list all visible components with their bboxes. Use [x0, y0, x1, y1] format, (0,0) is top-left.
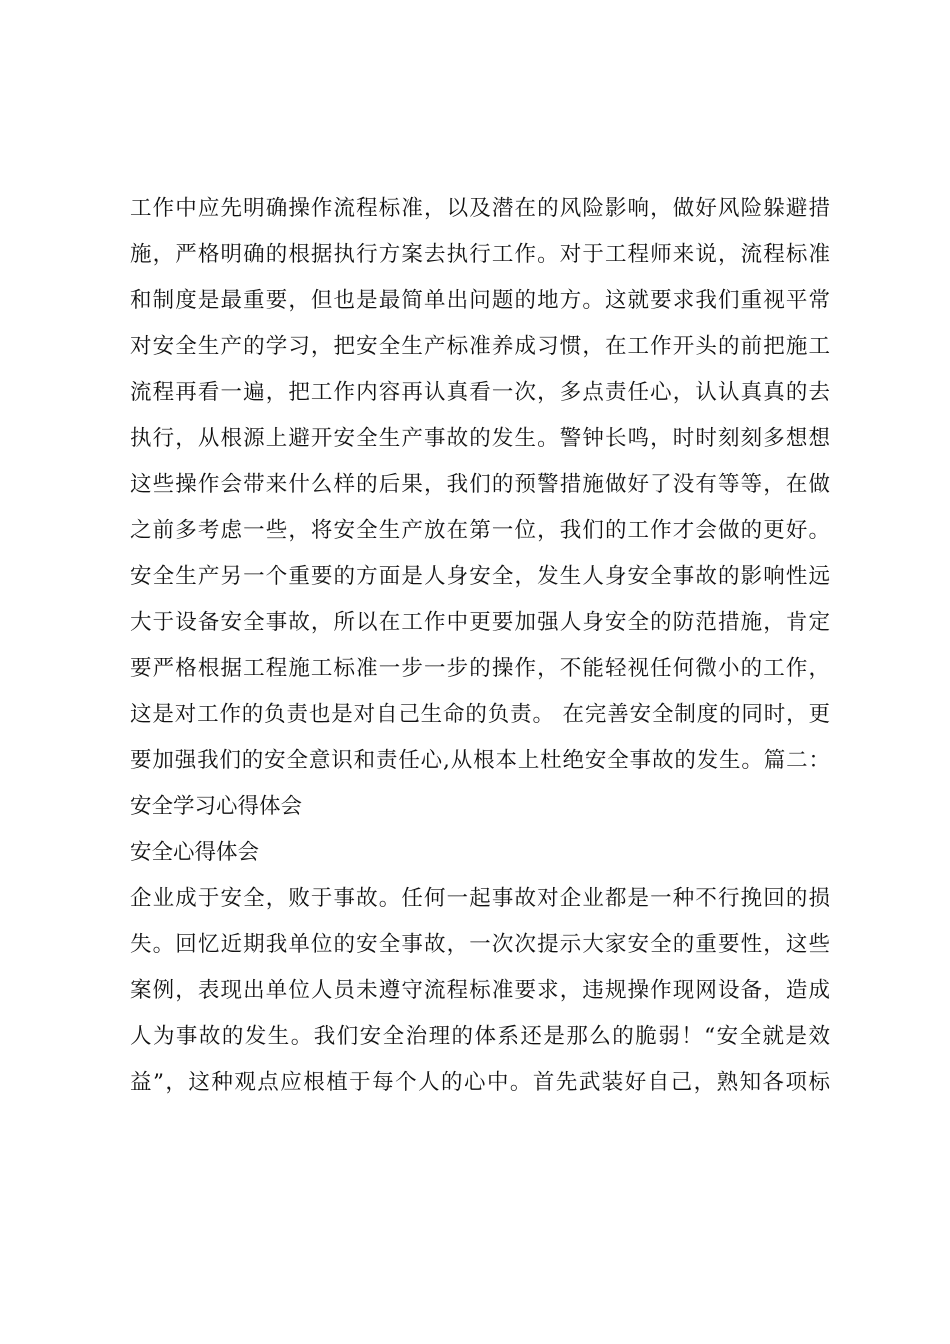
- text-line: 这是对工作的负责也是对自己生命的负责。 在完善安全制度的同时，更: [130, 702, 830, 727]
- text-line: 和制度是最重要，但也是最简单出问题的地方。这就要求我们重视平常: [130, 288, 830, 313]
- text-line: 要严格根据工程施工标准一步一步的操作，不能轻视任何微小的工作，: [130, 656, 830, 681]
- text-line: 这些操作会带来什么样的后果，我们的预警措施做好了没有等等，在做: [130, 472, 830, 497]
- section-subtitle: 安全心得体会: [130, 840, 260, 865]
- text-line: 失。回忆近期我单位的安全事故，一次次提示大家安全的重要性，这些: [130, 932, 830, 957]
- text-line: 流程再看一遍，把工作内容再认真看一次，多点责任心，认认真真的去: [130, 380, 830, 405]
- text-line: 执行，从根源上避开安全生产事故的发生。警钟长鸣，时时刻刻多想想: [130, 426, 830, 451]
- text-line: 企业成于安全，败于事故。任何一起事故对企业都是一种不行挽回的损: [130, 886, 830, 911]
- text-line: 对安全生产的学习，把安全生产标准养成习惯，在工作开头的前把施工: [130, 334, 830, 359]
- text-line: 大于设备安全事故，所以在工作中更要加强人身安全的防范措施，肯定: [130, 610, 830, 635]
- text-line: 益”，这种观点应根植于每个人的心中。首先武装好自己，熟知各项标: [130, 1070, 830, 1095]
- document-body: [130, 186, 830, 1106]
- text-line: 之前多考虑一些，将安全生产放在第一位，我们的工作才会做的更好。: [130, 518, 830, 543]
- text-line: 案例，表现出单位人员未遵守流程标准要求，违规操作现网设备，造成: [130, 978, 830, 1003]
- section-title: 安全学习心得体会: [130, 794, 303, 819]
- text-line: 人为事故的发生。我们安全治理的体系还是那么的脆弱！“安全就是效: [130, 1024, 830, 1049]
- text-line: 安全生产另一个重要的方面是人身安全，发生人身安全事故的影响性远: [130, 564, 830, 589]
- text-line: 工作中应先明确操作流程标准，以及潜在的风险影响，做好风险躲避措: [130, 196, 830, 221]
- text-line: 施，严格明确的根据执行方案去执行工作。对于工程师来说，流程标准: [130, 242, 830, 267]
- text-line: 要加强我们的安全意识和责任心,从根本上杜绝安全事故的发生。篇二：: [130, 748, 830, 773]
